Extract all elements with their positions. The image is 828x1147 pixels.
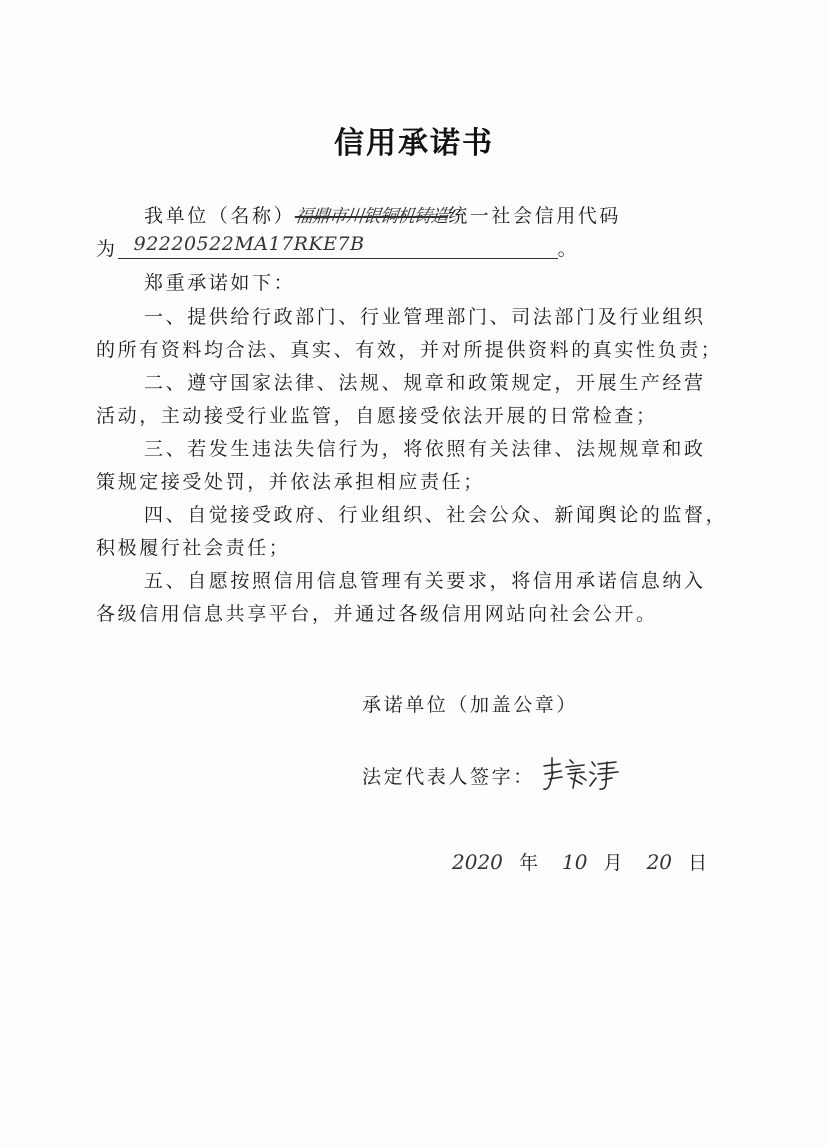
- credit-code-underline: [118, 258, 558, 259]
- date-year-unit: 年: [518, 852, 538, 874]
- seal-label: 承诺单位（加盖公章）: [362, 694, 579, 716]
- date-day-unit: 日: [688, 852, 708, 874]
- intro-line: [144, 201, 621, 228]
- item-1-line-1: 一、提供给行政部门、行业管理部门、司法部门及行业组织: [144, 306, 706, 328]
- item-1-line-2: 的所有资料均合法、真实、有效，并对所提供资料的真实性负责；: [96, 339, 723, 361]
- item-5-line-2: 各级信用信息共享平台，并通过各级信用网站向社会公开。: [96, 603, 658, 625]
- document-title: 信用承诺书: [334, 126, 494, 161]
- item-4-line-1: 四、自觉接受政府、行业组织、社会公众、新闻舆论的监督，: [144, 504, 728, 526]
- item-5-line-1: 五、自愿按照信用信息管理有关要求，将信用承诺信息纳入: [144, 570, 706, 592]
- credit-code-handwritten: 92220522MA17RKE7B: [133, 233, 365, 255]
- item-3-line-1: 三、若发生违法失信行为，将依照有关法律、法规规章和政: [144, 438, 706, 460]
- item-2-line-2: 活动，主动接受行业监管，自愿接受依法开展的日常检查；: [96, 405, 658, 427]
- date-month: 10: [562, 850, 588, 874]
- date-day: 20: [646, 850, 673, 874]
- item-3-line-2: 策规定接受处罚，并依法承担相应责任；: [96, 471, 485, 493]
- code-suffix: 。: [557, 238, 580, 260]
- representative-label: 法定代表人签字：: [362, 766, 535, 788]
- intro-prefix: 我单位（名称）: [144, 205, 296, 227]
- credit-code-line: [96, 234, 579, 261]
- item-4-line-2: 积极履行社会责任；: [96, 537, 291, 559]
- pledge-heading: 郑重承诺如下：: [144, 272, 296, 294]
- credit-code-field: [118, 233, 558, 261]
- date-year: 2020: [452, 850, 503, 874]
- item-2-line-1: 二、遵守国家法律、法规、规章和政策规定，开展生产经营: [144, 372, 706, 394]
- signing-date: [452, 848, 707, 875]
- handwritten-signature: [540, 754, 622, 796]
- company-name-handwritten: 福鼎市川银铜机铸造: [293, 206, 450, 227]
- intro-suffix: 统一社会信用代码: [448, 205, 622, 227]
- date-month-unit: 月: [603, 852, 623, 874]
- code-prefix: 为: [96, 238, 118, 260]
